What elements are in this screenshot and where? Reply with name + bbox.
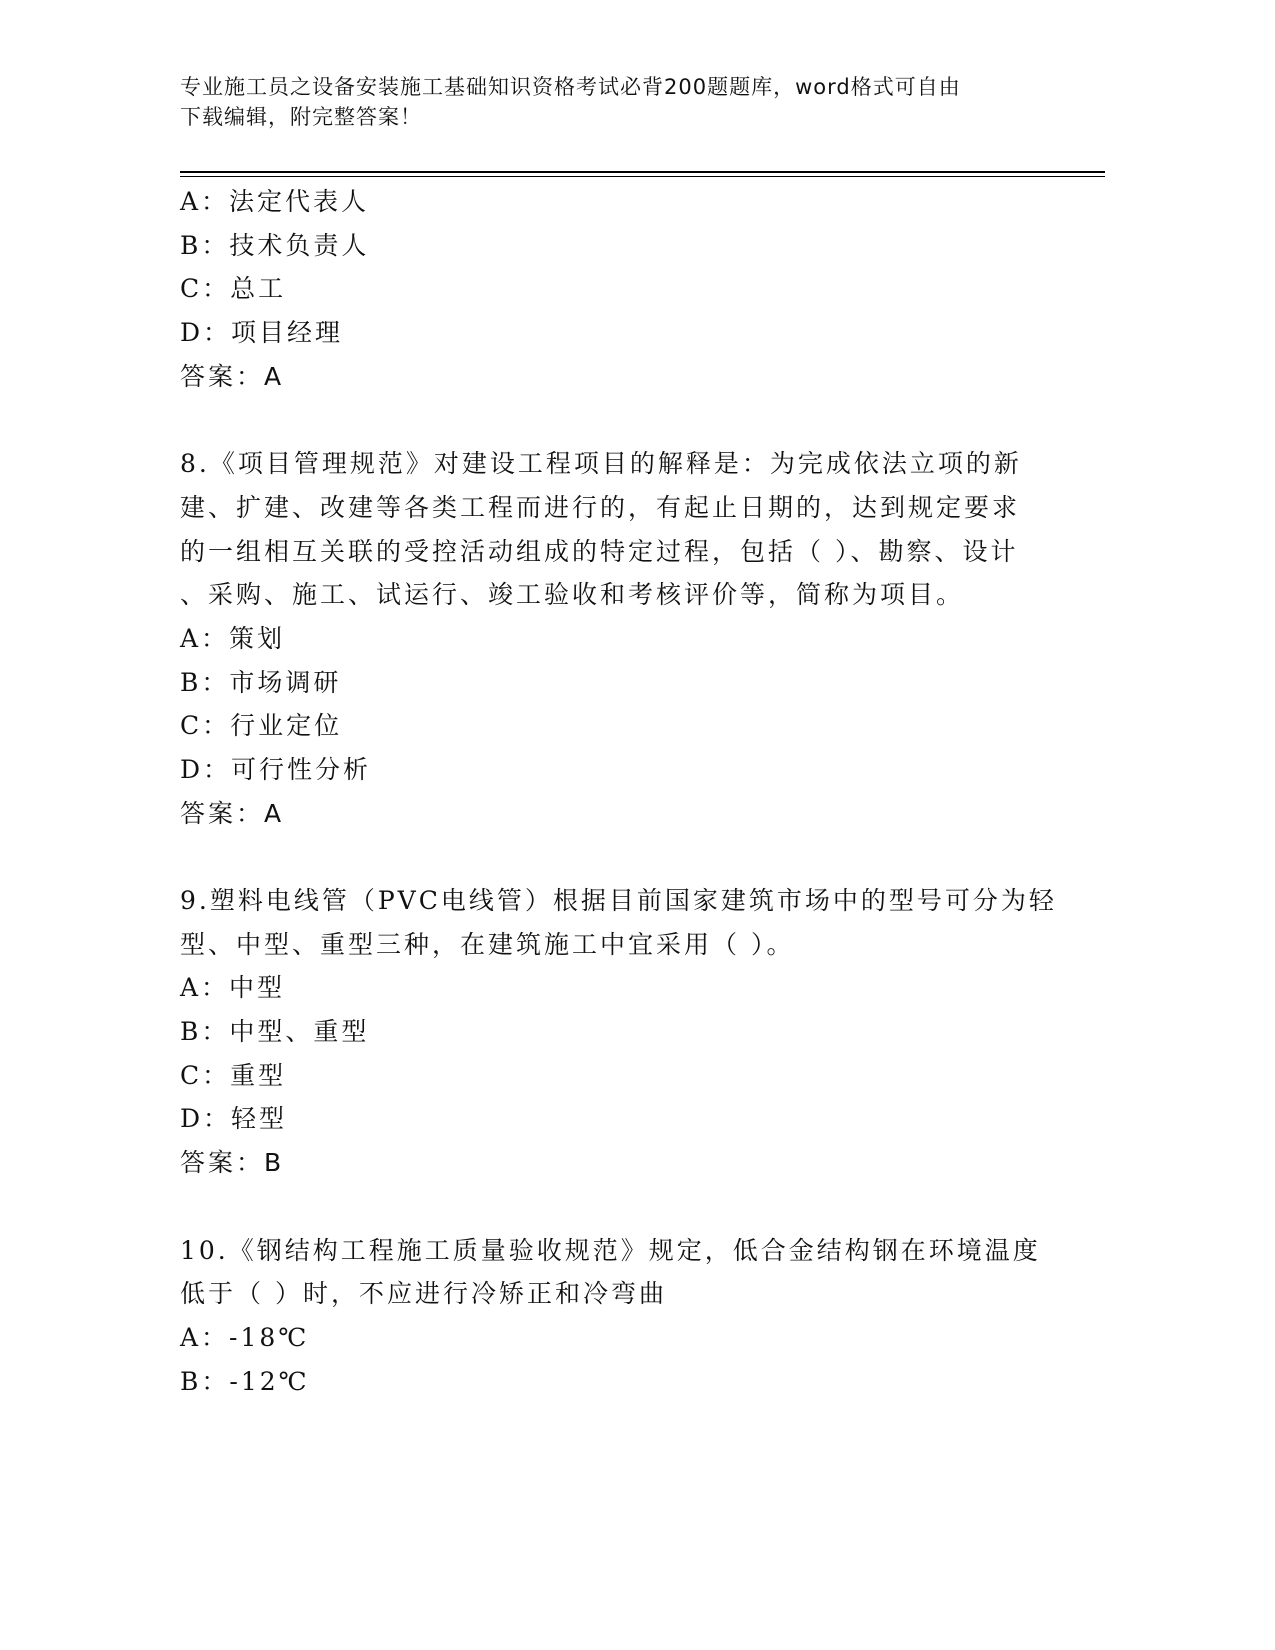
question-line: 10.《钢结构工程施工质量验收规范》规定，低合金结构钢在环境温度 — [180, 1235, 1041, 1265]
question-list — [180, 180, 1057, 1403]
header-rule-thin — [180, 176, 1105, 177]
option-a: A：法定代表人 — [180, 187, 370, 216]
option-b: B：技术负责人 — [180, 230, 370, 260]
question-9 — [180, 879, 1057, 1185]
option-b: B：中型、重型 — [180, 1017, 370, 1047]
option-b: B：-12℃ — [180, 1366, 310, 1396]
option-d: D：项目经理 — [180, 318, 344, 348]
option-b: B：市场调研 — [180, 667, 342, 697]
question-line: 建、扩建、改建等各类工程而进行的，有起止日期的，达到规定要求 — [180, 492, 1021, 522]
question-line: 、采购、施工、试运行、竣工验收和考核评价等，简称为项目。 — [180, 580, 965, 610]
option-a: A：策划 — [180, 623, 286, 653]
question-line: 低于（ ）时，不应进行冷矫正和冷弯曲 — [180, 1279, 667, 1309]
header-line-1: 专业施工员之设备安装施工基础知识资格考试必背200题题库，word格式可自由 — [180, 75, 961, 99]
header-rule-thick — [180, 171, 1105, 173]
question-10 — [180, 1229, 1040, 1404]
option-d: D：轻型 — [180, 1104, 288, 1134]
option-d: D：可行性分析 — [180, 754, 372, 784]
spacer — [180, 1185, 1040, 1229]
spacer — [180, 835, 1040, 879]
spacer — [180, 398, 1040, 442]
question-text — [180, 442, 1040, 617]
document-header — [180, 72, 1050, 132]
question-line: 8.《项目管理规范》对建设工程项目的解释是：为完成依法立项的新 — [180, 449, 1022, 479]
option-c: C：行业定位 — [180, 711, 343, 741]
answer: 答案：A — [180, 798, 285, 828]
option-a: A：中型 — [180, 973, 286, 1003]
question-line: 的一组相互关联的受控活动组成的特定过程，包括（ ）、勘察、设计 — [180, 536, 1019, 566]
question-7 — [180, 180, 1040, 398]
option-a: A：-18℃ — [180, 1322, 310, 1352]
question-text — [180, 879, 1057, 966]
header-line-2: 下载编辑，附完整答案！ — [180, 105, 422, 129]
question-line: 型、中型、重型三种，在建筑施工中宜采用（ ）。 — [180, 929, 795, 959]
question-8 — [180, 442, 1040, 835]
answer: 答案：A — [180, 361, 285, 391]
question-text — [180, 1229, 1040, 1316]
answer: 答案：B — [180, 1148, 285, 1178]
option-c: C：总工 — [180, 274, 287, 304]
option-c: C：重型 — [180, 1060, 287, 1090]
question-line: 9.塑料电线管（PVC电线管）根据目前国家建筑市场中的型号可分为轻 — [180, 886, 1057, 915]
